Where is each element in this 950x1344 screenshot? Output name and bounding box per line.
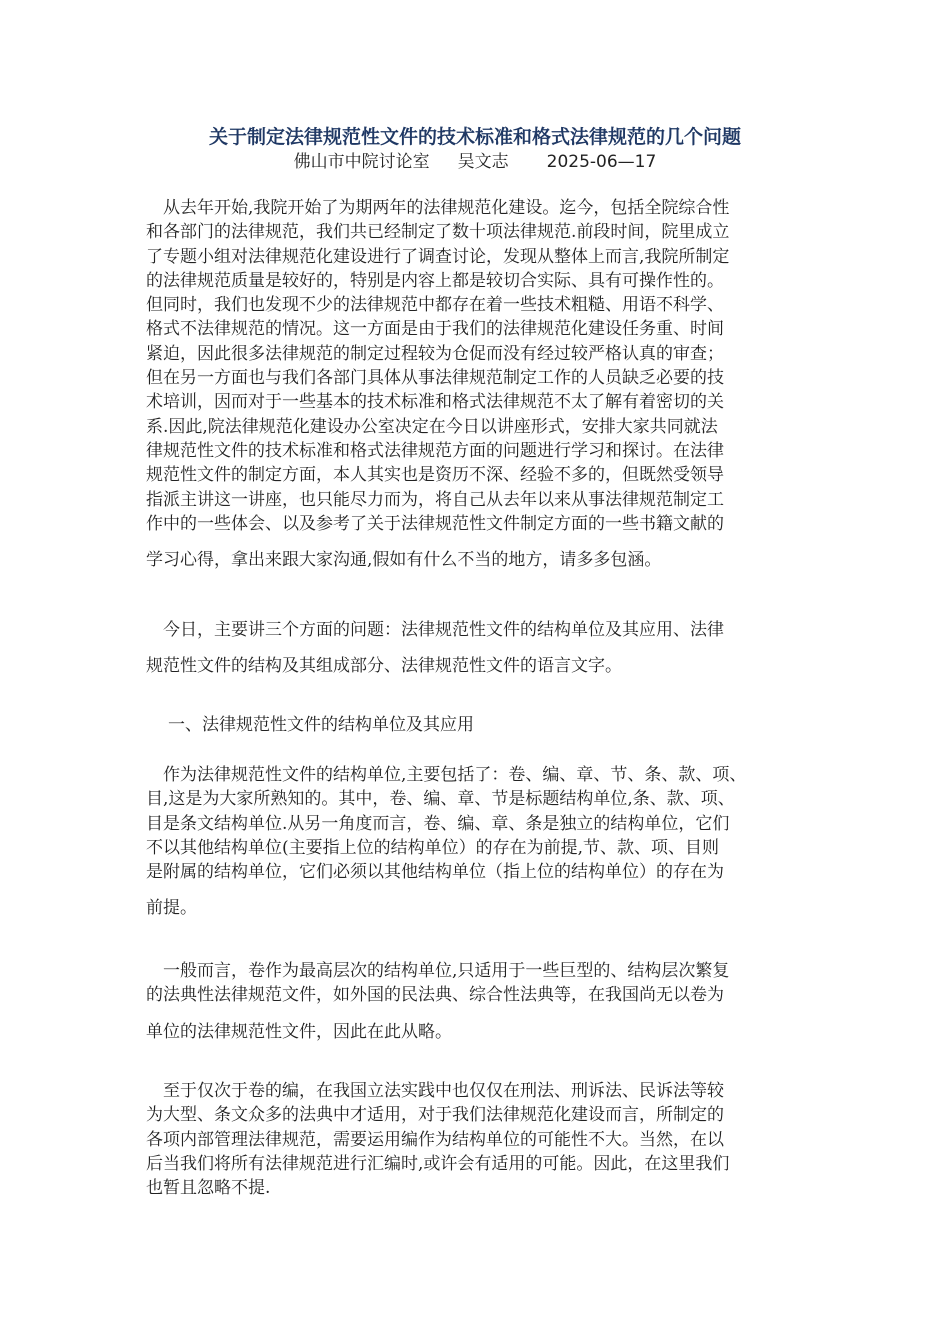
paragraph-structure-units: [146, 763, 826, 921]
section-heading: 一、法律规范性文件的结构单位及其应用: [168, 715, 474, 735]
paragraph-line: 系.因此,院法律规范化建设办公室决定在今日以讲座形式，安排大家共同就法: [146, 416, 718, 437]
paragraph-part: [146, 1079, 826, 1200]
byline-date: 2025-06—17: [546, 152, 657, 172]
paragraph-line: 至于仅次于卷的编，在我国立法实践中也仅仅在刑法、刑诉法、民诉法等较: [146, 1081, 724, 1101]
paragraph-line: 单位的法律规范性文件，因此在此从略。: [146, 1021, 452, 1042]
paragraph-line: 作为法律规范性文件的结构单位,主要包括了：卷、编、章、节、条、款、项、: [146, 765, 747, 785]
paragraph-line: 也暂且忽略不提.: [146, 1178, 271, 1199]
paragraph-line: 但同时，我们也发现不少的法律规范中都存在着一些技术粗糙、用语不科学、: [146, 295, 724, 316]
paragraph-line: 术培训，因而对于一些基本的技术标准和格式法律规范不太了解有着密切的关: [146, 392, 724, 413]
paragraph-line: 前提。: [146, 898, 197, 919]
paragraph-line: 各项内部管理法律规范，需要运用编作为结构单位的可能性不大。当然，在以: [146, 1129, 724, 1150]
paragraph-line: 规范性文件的制定方面，本人其实也是资历不深、经验不多的，但既然受领导: [146, 465, 724, 486]
paragraph-volume: [146, 959, 826, 1044]
paragraph-line: 格式不法律规范的情况。这一方面是由于我们的法律规范化建设任务重、时间: [146, 319, 724, 340]
paragraph-topics: [146, 618, 826, 679]
paragraph-line: 但在另一方面也与我们各部门具体从事法律规范制定工作的人员缺乏必要的技: [146, 368, 724, 389]
paragraph-line: 从去年开始,我院开始了为期两年的法律规范化建设。迄今，包括全院综合性: [146, 198, 730, 218]
paragraph-line: 紧迫，因此很多法律规范的制定过程较为仓促而没有经过较严格认真的审查；: [146, 343, 724, 364]
paragraph-line: 规范性文件的结构及其组成部分、法律规范性文件的语言文字。: [146, 656, 622, 677]
paragraph-line: 一般而言，卷作为最高层次的结构单位,只适用于一些巨型的、结构层次繁复: [146, 961, 730, 981]
paragraph-line: 了专题小组对法律规范化建设进行了调查讨论，发现从整体上而言,我院所制定: [146, 246, 730, 267]
paragraph-intro: [146, 196, 826, 572]
paragraph-line: 为大型、条文众多的法典中才适用，对于我们法律规范化建设而言，所制定的: [146, 1105, 724, 1126]
document-byline: [0, 150, 950, 174]
paragraph-line: 作中的一些体会、以及参考了关于法律规范性文件制定方面的一些书籍文献的: [146, 513, 724, 534]
paragraph-line: 和各部门的法律规范，我们共已经制定了数十项法律规范.前段时间，院里成立: [146, 222, 730, 243]
paragraph-line: 今日，主要讲三个方面的问题：法律规范性文件的结构单位及其应用、法律: [146, 620, 724, 640]
paragraph-line: 后当我们将所有法律规范进行汇编时,或许会有适用的可能。因此，在这里我们: [146, 1153, 730, 1174]
paragraph-line: 不以其他结构单位(主要指上位的结构单位）的存在为前提,节、款、项、目则: [146, 837, 720, 858]
document-title: 关于制定法律规范性文件的技术标准和格式法律规范的几个问题: [208, 126, 741, 148]
paragraph-line: 学习心得，拿出来跟大家沟通,假如有什么不当的地方，请多多包涵。: [146, 550, 662, 571]
paragraph-line: 的法律规范质量是较好的，特别是内容上都是较切合实际、具有可操作性的。: [146, 270, 724, 291]
paragraph-line: 目是条文结构单位.从另一角度而言，卷、编、章、条是独立的结构单位，它们: [146, 813, 730, 834]
byline-org: 佛山市中院讨论室: [293, 152, 430, 172]
paragraph-line: 律规范性文件的技术标准和格式法律规范方面的问题进行学习和探讨。在法律: [146, 440, 724, 461]
paragraph-line: 目,这是为大家所熟知的。其中，卷、编、章、节是标题结构单位,条、款、项、: [146, 789, 735, 810]
byline-author: 吴文志: [457, 152, 509, 172]
paragraph-line: 指派主讲这一讲座，也只能尽力而为，将自己从去年以来从事法律规范制定工: [146, 489, 724, 510]
paragraph-line: 是附属的结构单位，它们必须以其他结构单位（指上位的结构单位）的存在为: [146, 862, 724, 883]
paragraph-line: 的法典性法律规范文件，如外国的民法典、综合性法典等，在我国尚无以卷为: [146, 985, 724, 1006]
